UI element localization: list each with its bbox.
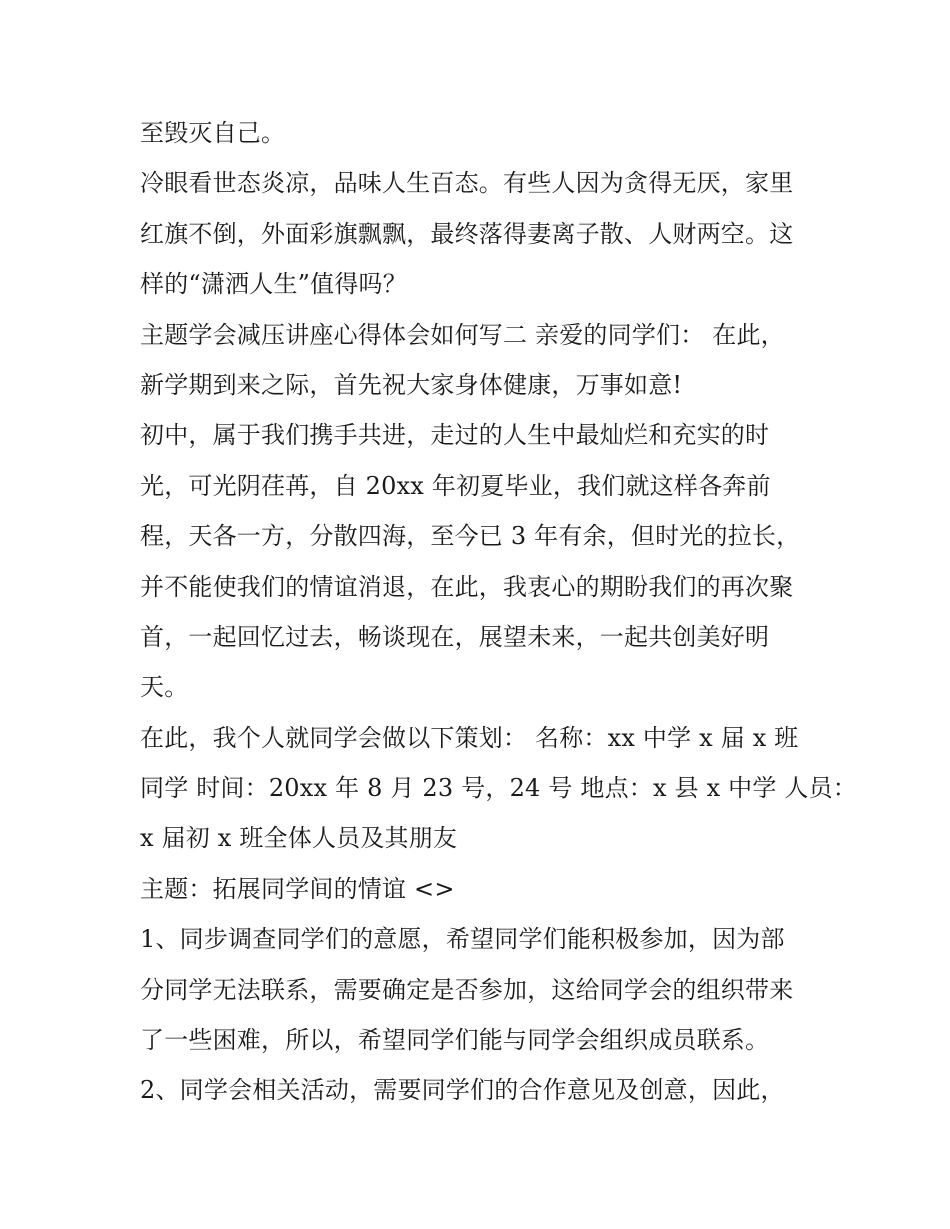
text-line: 分同学无法联系，需要确定是否参加，这给同学会的组织带来 — [140, 975, 794, 1004]
text-line: 至毁灭自己。 — [140, 119, 286, 147]
text-line: 在此，我个人就同学会做以下策划： 名称：xx 中学 x 届 x 班 — [140, 723, 799, 752]
text-line: 初中，属于我们携手共进，走过的人生中最灿烂和充实的时 — [140, 421, 770, 450]
text-line: 光，可光阴荏苒，自 20xx 年初夏毕业，我们就这样各奔前 — [140, 471, 771, 500]
text-line: 主题：拓展同学间的情谊 <> — [140, 874, 455, 903]
text-line: 2、同学会相关活动，需要同学们的合作意见及创意，因此， — [140, 1076, 785, 1105]
text-line: 1、同步调查同学们的意愿，希望同学们能积极参加，因为部 — [140, 925, 785, 954]
text-line: 冷眼看世态炎凉，品味人生百态。有些人因为贪得无厌，家里 — [140, 169, 794, 198]
text-line: x 届初 x 班全体人员及其朋友 — [140, 824, 458, 853]
text-line: 天。 — [140, 673, 189, 702]
document-body — [140, 108, 857, 1116]
text-line: 同学 时间：20xx 年 8 月 23 号，24 号 地点：x 县 x 中学 人员： — [140, 774, 857, 803]
text-line: 新学期到来之际，首先祝大家身体健康，万事如意! — [140, 370, 683, 399]
text-line: 了一些困难，所以，希望同学们能与同学会组织成员联系。 — [140, 1026, 770, 1055]
text-line: 样的“潇洒人生”值得吗？ — [140, 270, 407, 299]
text-line: 红旗不倒，外面彩旗飘飘，最终落得妻离子散、人财两空。这 — [140, 219, 794, 248]
text-line: 并不能使我们的情谊消退，在此，我衷心的期盼我们的再次聚 — [140, 572, 794, 601]
text-line: 首，一起回忆过去，畅谈现在，展望未来，一起共创美好明 — [140, 622, 770, 651]
text-line: 主题学会减压讲座心得体会如何写二 亲爱的同学们： 在此， — [140, 320, 785, 349]
text-line: 程，天各一方，分散四海，至今已 3 年有余，但时光的拉长， — [140, 522, 801, 551]
